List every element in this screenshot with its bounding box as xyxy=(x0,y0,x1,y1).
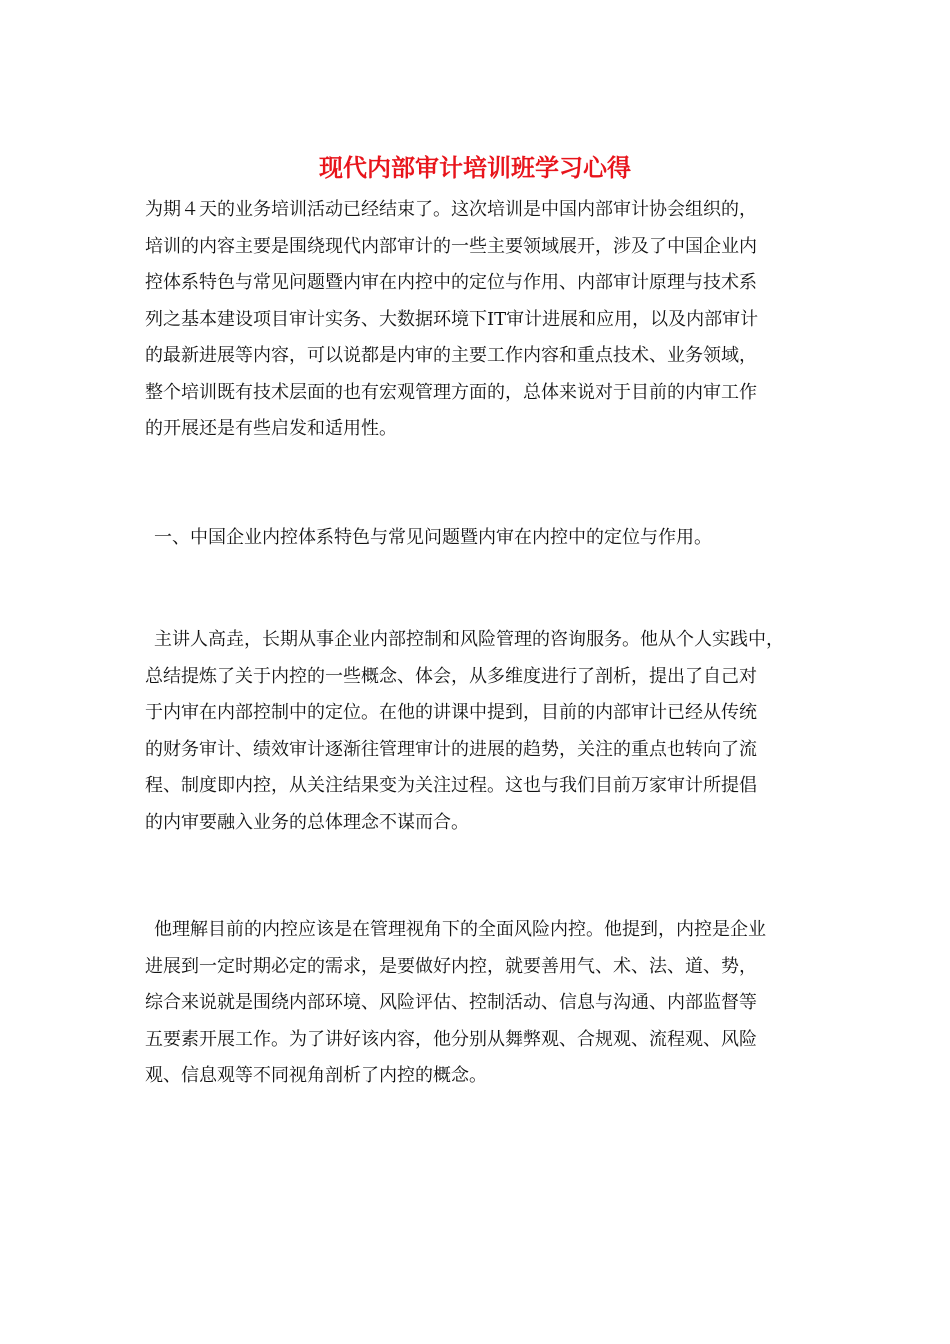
section-heading xyxy=(145,520,712,557)
section-heading-text: 一、中国企业内控体系特色与常见问题暨内审在内控中的定位与作用。 xyxy=(154,527,712,548)
intro-line: 的开展还是有些启发和适用性。 xyxy=(145,418,397,439)
document-title: 现代内部审计培训班学习心得 xyxy=(319,153,631,182)
paragraph-line: 于内审在内部控制中的定位。在他的讲课中提到，目前的内部审计已经从传统 xyxy=(145,702,757,723)
paragraph-line: 五要素开展工作。为了讲好该内容，他分别从舞弊观、合规观、流程观、风险 xyxy=(145,1028,757,1050)
intro-line: 培训的内容主要是围绕现代内部审计的一些主要领域展开，涉及了中国企业内 xyxy=(145,235,757,257)
intro-line: 整个培训既有技术层面的也有宏观管理方面的，总体来说对于目前的内审工作 xyxy=(145,381,757,403)
paragraph-line: 主讲人高垚，长期从事企业内部控制和风险管理的咨询服务。他从个人实践中， xyxy=(154,629,784,650)
paragraph-line: 程、制度即内控，从关注结果变为关注过程。这也与我们目前万家审计所提倡 xyxy=(145,775,757,796)
intro-paragraph xyxy=(145,192,758,448)
paragraph-line: 综合来说就是围绕内部环境、风险评估、控制活动、信息与沟通、内部监督等 xyxy=(145,992,757,1013)
intro-line: 的最新进展等内容，可以说都是内审的主要工作内容和重点技术、业务领域， xyxy=(145,345,757,366)
intro-line: 为期４天的业务培训活动已经结束了。这次培训是中国内部审计协会组织的， xyxy=(145,199,757,220)
paragraph-line: 的财务审计、绩效审计逐渐往管理审计的进展的趋势，关注的重点也转向了流 xyxy=(145,738,757,760)
intro-line: 控体系特色与常见问题暨内审在内控中的定位与作用、内部审计原理与技术系 xyxy=(145,272,757,293)
paragraph-line: 进展到一定时期必定的需求，是要做好内控，就要善用气、术、法、道、势， xyxy=(145,955,757,977)
intro-line: 列之基本建设项目审计实务、大数据环境下IT审计进展和应用，以及内部审计 xyxy=(145,308,759,330)
paragraph-line: 总结提炼了关于内控的一些概念、体会，从多维度进行了剖析，提出了自己对 xyxy=(145,665,757,687)
paragraph-line: 他理解目前的内控应该是在管理视角下的全面风险内控。他提到，内控是企业 xyxy=(154,919,766,940)
section-paragraph xyxy=(145,622,784,841)
paragraph-line: 观、信息观等不同视角剖析了内控的概念。 xyxy=(145,1065,487,1086)
paragraph-line: 的内审要融入业务的总体理念不谋而合。 xyxy=(145,811,469,833)
section-paragraph xyxy=(145,912,766,1095)
